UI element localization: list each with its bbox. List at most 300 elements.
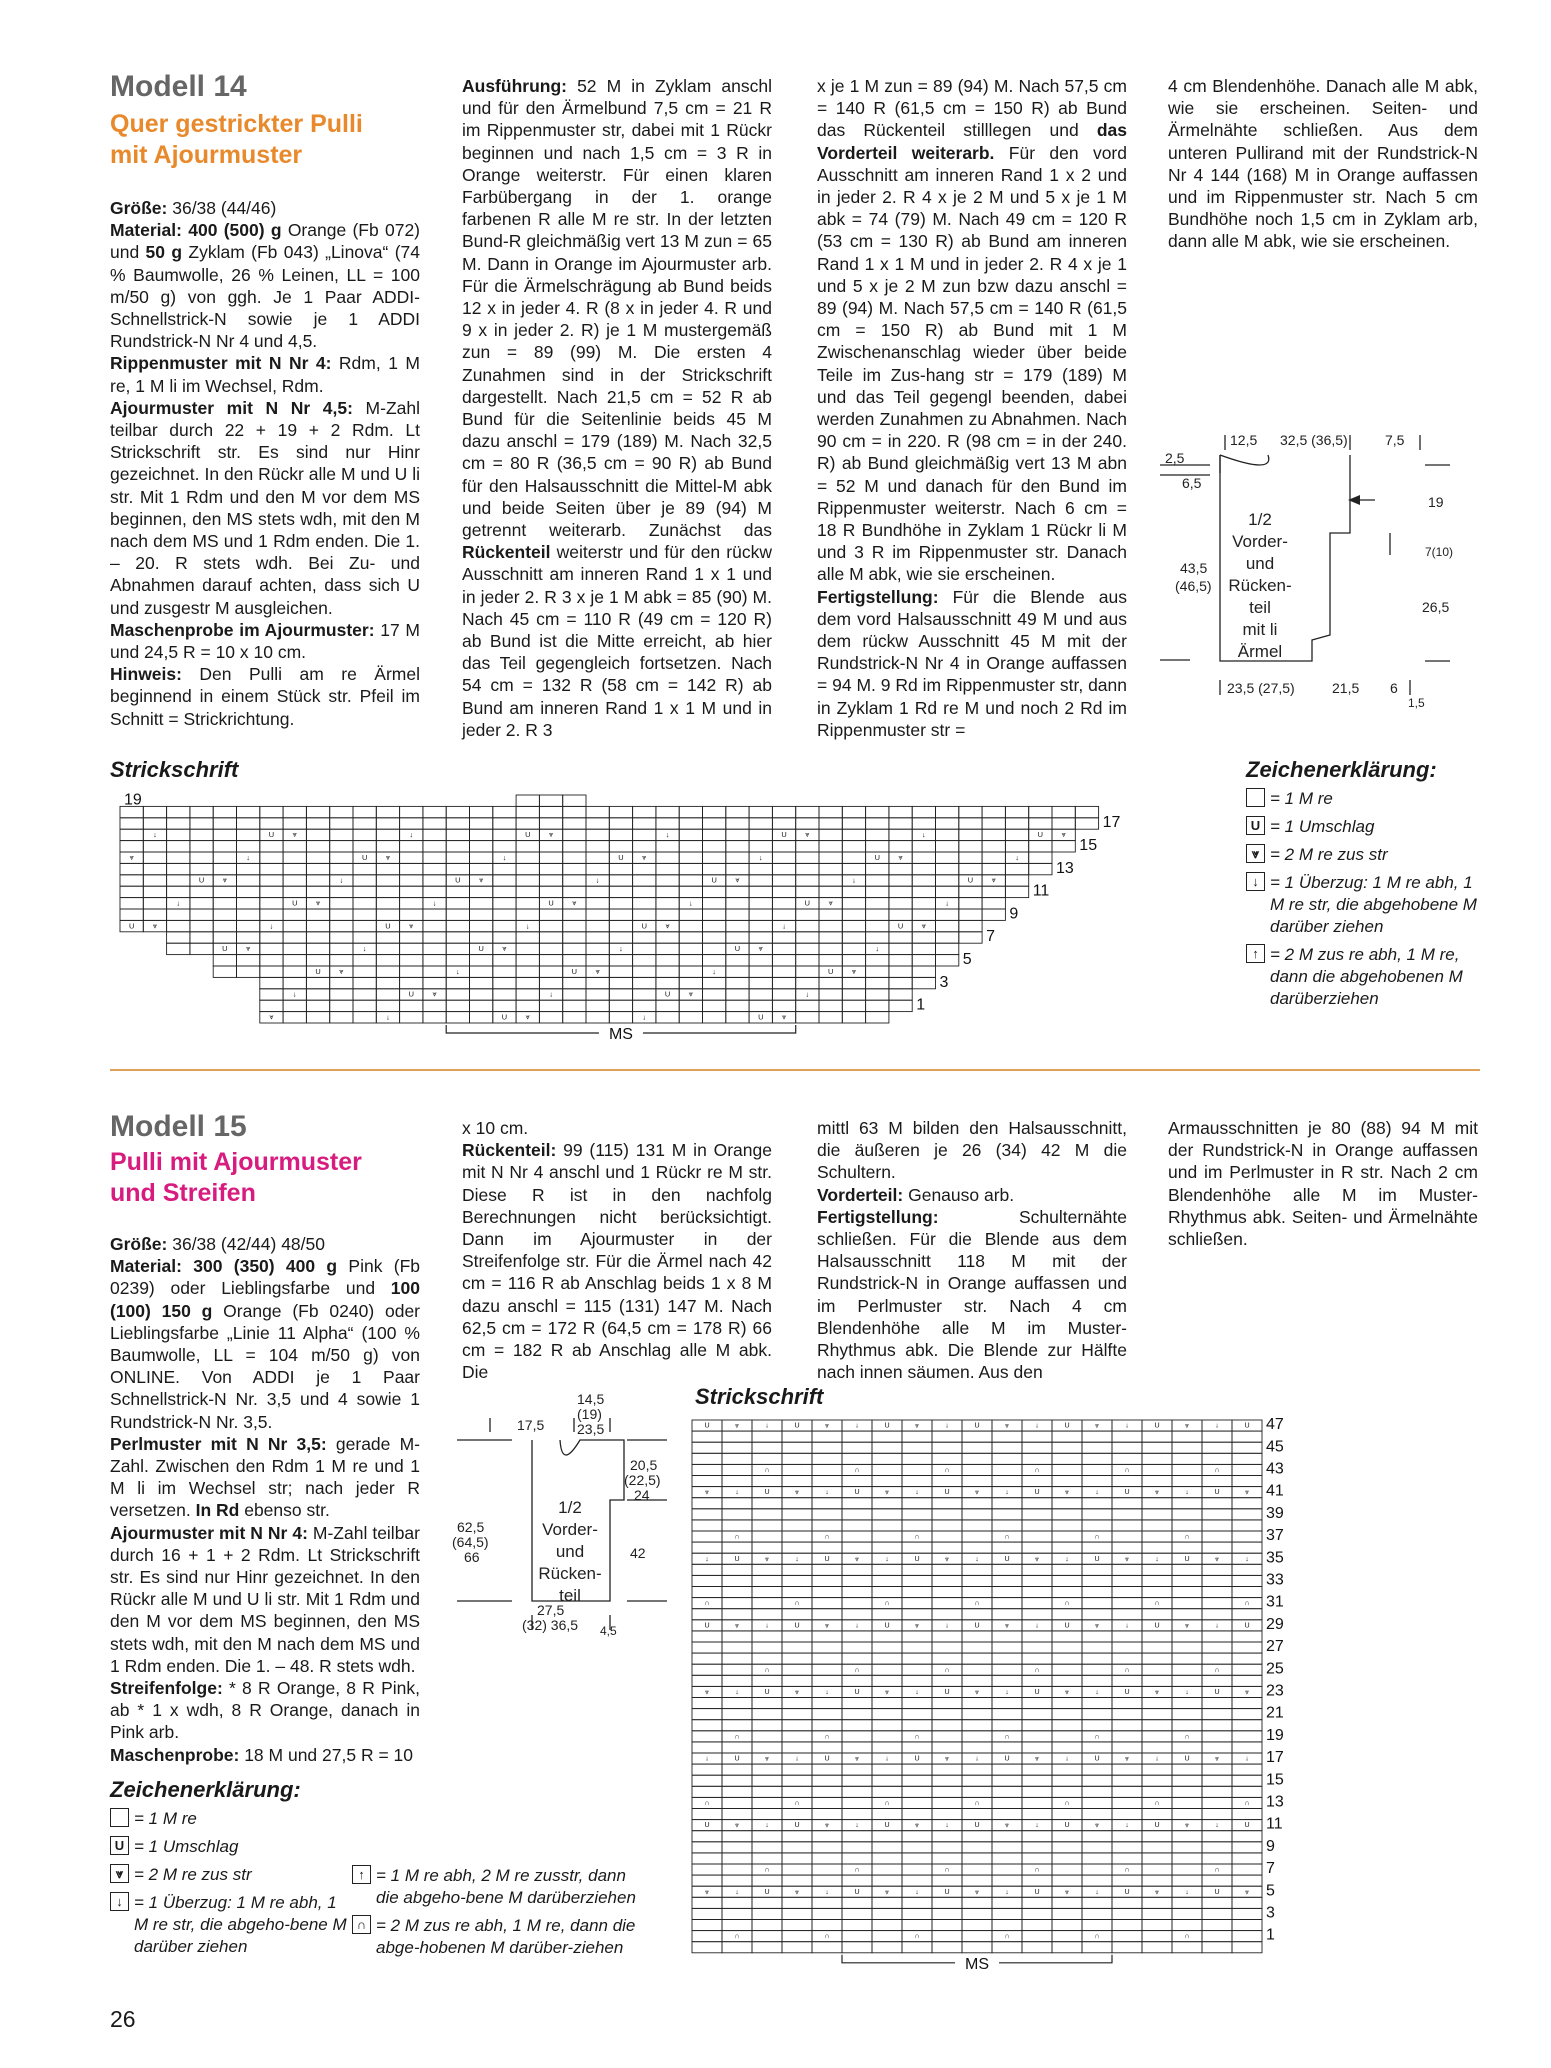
- m14-schnitt-left-1: 2,5: [1165, 450, 1185, 466]
- chart-cell: [866, 1000, 889, 1011]
- chart-cell: [330, 1000, 353, 1011]
- chart-cell: [902, 1664, 932, 1675]
- chart-cell: [692, 1831, 722, 1842]
- chart-cell: [842, 1609, 872, 1620]
- m15-schnitt-c3: und: [555, 1542, 585, 1561]
- chart-cell: [1172, 1664, 1202, 1675]
- chart-cell: [889, 943, 912, 954]
- chart-cell: [889, 977, 912, 988]
- chart-cell: [190, 806, 213, 817]
- chart-cell: [812, 1897, 842, 1908]
- chart-symbol: ∩: [734, 1932, 740, 1941]
- chart-cell: [722, 1564, 752, 1575]
- chart-cell: [1142, 1575, 1172, 1586]
- text: 36/38 (42/44) 48/50: [172, 1234, 325, 1254]
- chart-cell: [842, 1720, 872, 1731]
- chart-cell: [1232, 1664, 1262, 1675]
- chart-cell: [992, 1476, 1022, 1487]
- chart-cell: [283, 977, 306, 988]
- chart-cell: [749, 932, 772, 943]
- chart-cell: [1022, 1709, 1052, 1720]
- chart-cell: [992, 1664, 1022, 1675]
- chart-cell: [722, 1809, 752, 1820]
- chart-row-number: 15: [1079, 837, 1098, 854]
- chart-cell: [912, 943, 935, 954]
- chart-cell: [932, 1920, 962, 1931]
- chart-cell: [842, 1531, 872, 1542]
- chart-cell: [889, 875, 912, 886]
- chart-cell: [353, 841, 376, 852]
- chart-cell: [1232, 1786, 1262, 1797]
- chart-cell: [812, 1598, 842, 1609]
- chart-cell: [1172, 1464, 1202, 1475]
- chart-row-number: 15: [1266, 1771, 1284, 1789]
- m15-col3: [817, 1117, 1127, 1383]
- chart-cell: [306, 932, 329, 943]
- chart-cell: [1172, 1698, 1202, 1709]
- chart-cell: [470, 909, 493, 920]
- chart-cell: [812, 1476, 842, 1487]
- chart-row-number: 11: [1032, 882, 1050, 900]
- chart-symbol: ↓: [1065, 1554, 1069, 1563]
- chart-cell: [992, 1542, 1022, 1553]
- chart-cell: [772, 943, 795, 954]
- chart-cell: [703, 909, 726, 920]
- chart-cell: [1232, 1675, 1262, 1686]
- chart-cell: [866, 920, 889, 931]
- chart-cell: [902, 1587, 932, 1598]
- chart-symbol: ⩔: [1154, 1688, 1160, 1696]
- chart-cell: [633, 932, 656, 943]
- chart-cell: [796, 886, 819, 897]
- chart-cell: [1232, 1542, 1262, 1553]
- chart-cell: [842, 989, 865, 1000]
- chart-cell: [722, 1853, 752, 1864]
- m15-schnitt: [452, 1390, 682, 1640]
- chart-cell: [609, 977, 632, 988]
- bold-text: Hinweis:: [110, 664, 200, 685]
- m14-chart: [118, 793, 1218, 1063]
- chart-cell: [912, 875, 935, 886]
- chart-symbol: ⩔: [974, 1887, 980, 1896]
- chart-cell: [423, 1000, 446, 1011]
- chart-cell: [679, 920, 702, 931]
- chart-cell: [812, 1775, 842, 1786]
- chart-cell: [493, 920, 516, 931]
- chart-cell: [563, 943, 586, 954]
- chart-cell: [353, 989, 376, 1000]
- chart-cell: [353, 875, 376, 886]
- chart-cell: [1052, 1653, 1082, 1664]
- chart-cell: [470, 829, 493, 840]
- chart-cell: [812, 1698, 842, 1709]
- chart-cell: [772, 898, 795, 909]
- chart-cell: [1232, 1731, 1262, 1742]
- chart-cell: [306, 989, 329, 1000]
- bold-text: In Rd: [195, 1500, 245, 1521]
- chart-symbol: ⩔: [1004, 1421, 1010, 1430]
- chart-cell: [1112, 1509, 1142, 1520]
- chart-cell: [796, 920, 819, 931]
- chart-cell: [679, 841, 702, 852]
- chart-symbol: ∩: [1124, 1466, 1130, 1474]
- chart-symbol: ↓: [805, 989, 810, 999]
- chart-symbol: U: [641, 921, 647, 931]
- chart-row-number: 9: [1009, 905, 1019, 923]
- chart-symbol: U: [1214, 1887, 1220, 1896]
- chart-cell: [749, 841, 772, 852]
- chart-cell: [1112, 1498, 1142, 1509]
- chart-symbol: ↓: [735, 1887, 739, 1896]
- chart-symbol: U: [292, 898, 298, 908]
- chart-cell: [1052, 1931, 1082, 1942]
- chart-cell: [1202, 1520, 1232, 1531]
- chart-cell: [1082, 1476, 1112, 1487]
- chart-cell: [749, 898, 772, 909]
- chart-cell: [992, 1742, 1022, 1753]
- chart-cell: [679, 977, 702, 988]
- chart-cell: [722, 1942, 752, 1953]
- m15-schnitt-top-3: (19): [577, 1406, 602, 1422]
- chart-symbol: ∩: [1124, 1865, 1130, 1874]
- chart-cell: [1082, 1498, 1112, 1509]
- chart-cell: [932, 1631, 962, 1642]
- chart-cell: [796, 806, 819, 817]
- chart-symbol: ⩔: [1184, 1621, 1190, 1630]
- chart-cell: [1202, 1764, 1232, 1775]
- chart-symbol: ↓: [1155, 1554, 1159, 1563]
- chart-cell: [493, 806, 516, 817]
- m14-schnitt-right-3: 26,5: [1422, 599, 1450, 615]
- chart-symbol: ⩔: [1154, 1488, 1160, 1497]
- chart-cell: [912, 966, 935, 977]
- chart-symbol: ∩: [1154, 1799, 1160, 1807]
- chart-cell: [586, 920, 609, 931]
- chart-cell: [586, 932, 609, 943]
- chart-symbol: U: [1184, 1754, 1190, 1763]
- chart-cell: [446, 1012, 469, 1023]
- chart-cell: [842, 806, 865, 817]
- chart-cell: [353, 806, 376, 817]
- chart-symbol: U: [944, 1688, 950, 1696]
- chart-cell: [609, 1000, 632, 1011]
- chart-cell: [796, 818, 819, 829]
- chart-cell: [872, 1809, 902, 1820]
- chart-cell: [237, 898, 260, 909]
- chart-cell: [1022, 1642, 1052, 1653]
- m15-schnitt-c5: teil: [559, 1586, 581, 1605]
- chart-symbol: U: [1154, 1821, 1160, 1830]
- chart-cell: [992, 1442, 1022, 1453]
- chart-cell: [1052, 1842, 1082, 1853]
- chart-symbol: U: [764, 1887, 770, 1896]
- chart-cell: [902, 1542, 932, 1553]
- chart-cell: [752, 1920, 782, 1931]
- chart-cell: [1142, 1531, 1172, 1542]
- chart-cell: [1142, 1875, 1172, 1886]
- chart-cell: [143, 863, 166, 874]
- chart-cell: [539, 863, 562, 874]
- chart-symbol: ↓: [292, 989, 297, 999]
- bold-text: Material: 300 (350) 400 g: [110, 1256, 349, 1277]
- chart-cell: [1029, 852, 1052, 863]
- chart-cell: [400, 932, 423, 943]
- chart-cell: [932, 1542, 962, 1553]
- chart-cell: [656, 806, 679, 817]
- chart-symbol: ∩: [1034, 1865, 1040, 1874]
- chart-cell: [1022, 1831, 1052, 1842]
- chart-cell: [609, 886, 632, 897]
- chart-cell: [237, 875, 260, 886]
- chart-cell: [283, 909, 306, 920]
- chart-cell: [1202, 1698, 1232, 1709]
- chart-cell: [1082, 1631, 1112, 1642]
- chart-cell: [260, 909, 283, 920]
- chart-symbol: ⩔: [854, 1554, 860, 1563]
- chart-cell: [812, 1587, 842, 1598]
- chart-cell: [539, 1000, 562, 1011]
- chart-cell: [1052, 1431, 1082, 1442]
- chart-cell: [539, 886, 562, 897]
- chart-cell: [796, 943, 819, 954]
- chart-cell: [213, 966, 236, 977]
- chart-symbol: U: [1094, 1554, 1100, 1563]
- chart-cell: [1232, 1764, 1262, 1775]
- bold-text: 100 (100) 150 g: [110, 1278, 420, 1321]
- chart-cell: [1202, 1642, 1232, 1653]
- chart-cell: [842, 943, 865, 954]
- chart-cell: [1052, 1564, 1082, 1575]
- chart-cell: [782, 1520, 812, 1531]
- m15-title: Modell 15: [110, 1110, 247, 1143]
- chart-row-number: 7: [986, 928, 996, 946]
- chart-cell: [842, 1797, 872, 1808]
- chart-cell: [772, 852, 795, 863]
- m15-legend-title: Zeichenerklärung:: [110, 1777, 301, 1802]
- chart-cell: [812, 1520, 842, 1531]
- chart-cell: [782, 1786, 812, 1797]
- chart-cell: [703, 989, 726, 1000]
- chart-symbol: ⩔: [1214, 1754, 1220, 1763]
- chart-cell: [1202, 1531, 1232, 1542]
- chart-cell: [1202, 1509, 1232, 1520]
- chart-cell: [679, 875, 702, 886]
- chart-cell: [260, 955, 283, 966]
- chart-cell: [679, 966, 702, 977]
- text: 18 M und 27,5 R = 10: [244, 1744, 413, 1765]
- chart-symbol: ⩔: [884, 1688, 890, 1696]
- chart-cell: [819, 1012, 842, 1023]
- chart-cell: [423, 955, 446, 966]
- chart-cell: [726, 920, 749, 931]
- chart-cell: [1232, 1464, 1262, 1475]
- chart-cell: [1052, 1731, 1082, 1742]
- chart-cell: [962, 1520, 992, 1531]
- legend-symbol-icon: [110, 1808, 129, 1827]
- chart-cell: [842, 1942, 872, 1953]
- chart-cell: [872, 1875, 902, 1886]
- chart-cell: [872, 1931, 902, 1942]
- chart-symbol: ↓: [921, 830, 926, 840]
- m14-schnitt-top-1: 12,5: [1230, 432, 1258, 448]
- chart-cell: [563, 1000, 586, 1011]
- chart-cell: [1142, 1631, 1172, 1642]
- chart-cell: [446, 989, 469, 1000]
- text: M-Zahl teilbar durch 16 + 1 + 2 Rdm. Lt Strickschrift str. Es sind nur Hinr gezeichnet. In den Rückr alle M und U li str. Mit 1 Rdm und den M vor dem MS beginnen, den MS stets wdh, mit den M nach dem MS und 1 Rdm enden. Die 1. – 48. R stets wdh.: [110, 1522, 420, 1676]
- chart-cell: [962, 1464, 992, 1475]
- chart-cell: [819, 818, 842, 829]
- chart-cell: [260, 1000, 283, 1011]
- chart-cell: [1112, 1809, 1142, 1820]
- chart-symbol: ↓: [782, 921, 786, 931]
- chart-cell: [842, 1520, 872, 1531]
- chart-cell: [959, 852, 982, 863]
- chart-cell: [812, 1564, 842, 1575]
- chart-cell: [143, 909, 166, 920]
- chart-row-number: 1: [1266, 1926, 1275, 1944]
- chart-cell: [1112, 1831, 1142, 1842]
- chart-cell: [902, 1875, 932, 1886]
- chart-cell: [932, 1853, 962, 1864]
- chart-cell: [962, 1664, 992, 1675]
- chart-cell: [752, 1942, 782, 1953]
- chart-symbol: ↓: [1215, 1821, 1219, 1830]
- paragraph: [462, 1117, 772, 1139]
- chart-cell: [1142, 1476, 1172, 1487]
- chart-cell: [167, 932, 190, 943]
- chart-cell: [353, 977, 376, 988]
- chart-cell: [1232, 1642, 1262, 1653]
- text: Orange (Fb 0240) oder Lieblingsfarbe „Linie 11 Alpha“ (100 % Baumwolle, LL = 104 m/50 g) von ONLINE. Von ADDI je 1 Paar Schnellstrick-N Nr. 3,5 und 4 sowie 1 Rundstrick-N Nr. 3,5.: [110, 1300, 420, 1432]
- chart-cell: [902, 1431, 932, 1442]
- chart-cell: [842, 1012, 865, 1023]
- chart-cell: [1052, 1575, 1082, 1586]
- chart-cell: [842, 1442, 872, 1453]
- chart-cell: [962, 1931, 992, 1942]
- m14-schnitt-c7: Ärmel: [1237, 642, 1283, 661]
- chart-symbol: ↓: [765, 1421, 769, 1430]
- chart-cell: [932, 1942, 962, 1953]
- chart-cell: [902, 1809, 932, 1820]
- chart-cell: [330, 829, 353, 840]
- chart-cell: [1202, 1609, 1232, 1620]
- chart-cell: [423, 966, 446, 977]
- chart-cell: [1142, 1920, 1172, 1931]
- chart-cell: [842, 1931, 872, 1942]
- m14-col1: [110, 197, 420, 730]
- chart-symbol: ↓: [1125, 1821, 1129, 1830]
- chart-cell: [1112, 1897, 1142, 1908]
- chart-cell: [516, 932, 539, 943]
- chart-cell: [213, 909, 236, 920]
- chart-cell: [992, 1908, 1022, 1919]
- chart-cell: [1202, 1453, 1232, 1464]
- chart-cell: [539, 841, 562, 852]
- chart-cell: [912, 852, 935, 863]
- chart-row-number: 5: [1266, 1882, 1275, 1900]
- chart-cell: [260, 886, 283, 897]
- chart-cell: [120, 875, 143, 886]
- chart-cell: [353, 1000, 376, 1011]
- chart-cell: [842, 841, 865, 852]
- chart-cell: [1112, 1609, 1142, 1620]
- chart-symbol: ∩: [1064, 1599, 1070, 1608]
- chart-cell: [902, 1742, 932, 1753]
- chart-cell: [516, 977, 539, 988]
- chart-cell: [912, 886, 935, 897]
- chart-cell: [1142, 1842, 1172, 1853]
- chart-cell: [1005, 829, 1028, 840]
- chart-cell: [1052, 806, 1075, 817]
- chart-cell: [539, 806, 562, 817]
- legend-symbol-icon: ↑: [352, 1865, 371, 1884]
- text: Rdm, 1 M re, 1 M li im Wechsel, Rdm.: [110, 353, 420, 396]
- chart-cell: [493, 932, 516, 943]
- chart-cell: [1022, 1476, 1052, 1487]
- chart-cell: [1022, 1575, 1052, 1586]
- chart-cell: [692, 1575, 722, 1586]
- chart-cell: [752, 1431, 782, 1442]
- legend-item: [1246, 788, 1486, 810]
- chart-cell: [1112, 1786, 1142, 1797]
- chart-cell: [842, 920, 865, 931]
- bold-text: Vorderteil:: [817, 1184, 909, 1205]
- chart-cell: [353, 966, 376, 977]
- chart-cell: [190, 920, 213, 931]
- chart-cell: [796, 852, 819, 863]
- chart-cell: [842, 1786, 872, 1797]
- chart-symbol: ↓: [825, 1887, 829, 1896]
- text: Orange (Fb 072) und: [110, 220, 421, 263]
- chart-symbol: ⩔: [665, 921, 670, 931]
- chart-cell: [962, 1675, 992, 1686]
- chart-cell: [992, 1675, 1022, 1686]
- chart-cell: [1112, 1587, 1142, 1598]
- legend-item: [110, 1836, 350, 1858]
- chart-cell: [936, 920, 959, 931]
- chart-cell: [1022, 1442, 1052, 1453]
- chart-cell: [866, 966, 889, 977]
- chart-symbol: ⩔: [548, 830, 554, 840]
- chart-cell: [902, 1642, 932, 1653]
- chart-symbol: ⩔: [222, 875, 227, 885]
- chart-cell: [306, 955, 329, 966]
- chart-cell: [1172, 1764, 1202, 1775]
- chart-cell: [679, 818, 702, 829]
- chart-cell: [872, 1564, 902, 1575]
- chart-cell: [962, 1498, 992, 1509]
- chart-cell: [726, 977, 749, 988]
- chart-cell: [1112, 1731, 1142, 1742]
- chart-symbol: ∩: [1064, 1799, 1070, 1807]
- chart-cell: [516, 863, 539, 874]
- chart-ms-label: MS: [608, 1026, 633, 1043]
- chart-cell: [330, 920, 353, 931]
- chart-cell: [772, 932, 795, 943]
- chart-cell: [516, 875, 539, 886]
- chart-cell: [819, 977, 842, 988]
- chart-cell: [446, 920, 469, 931]
- chart-cell: [679, 852, 702, 863]
- paragraph: [110, 352, 420, 396]
- chart-cell: [992, 1875, 1022, 1886]
- chart-cell: [812, 1809, 842, 1820]
- chart-cell: [872, 1675, 902, 1686]
- chart-symbol: ⩔: [704, 1887, 710, 1896]
- chart-cell: [812, 1509, 842, 1520]
- chart-cell: [872, 1609, 902, 1620]
- chart-symbol: U: [704, 1821, 710, 1830]
